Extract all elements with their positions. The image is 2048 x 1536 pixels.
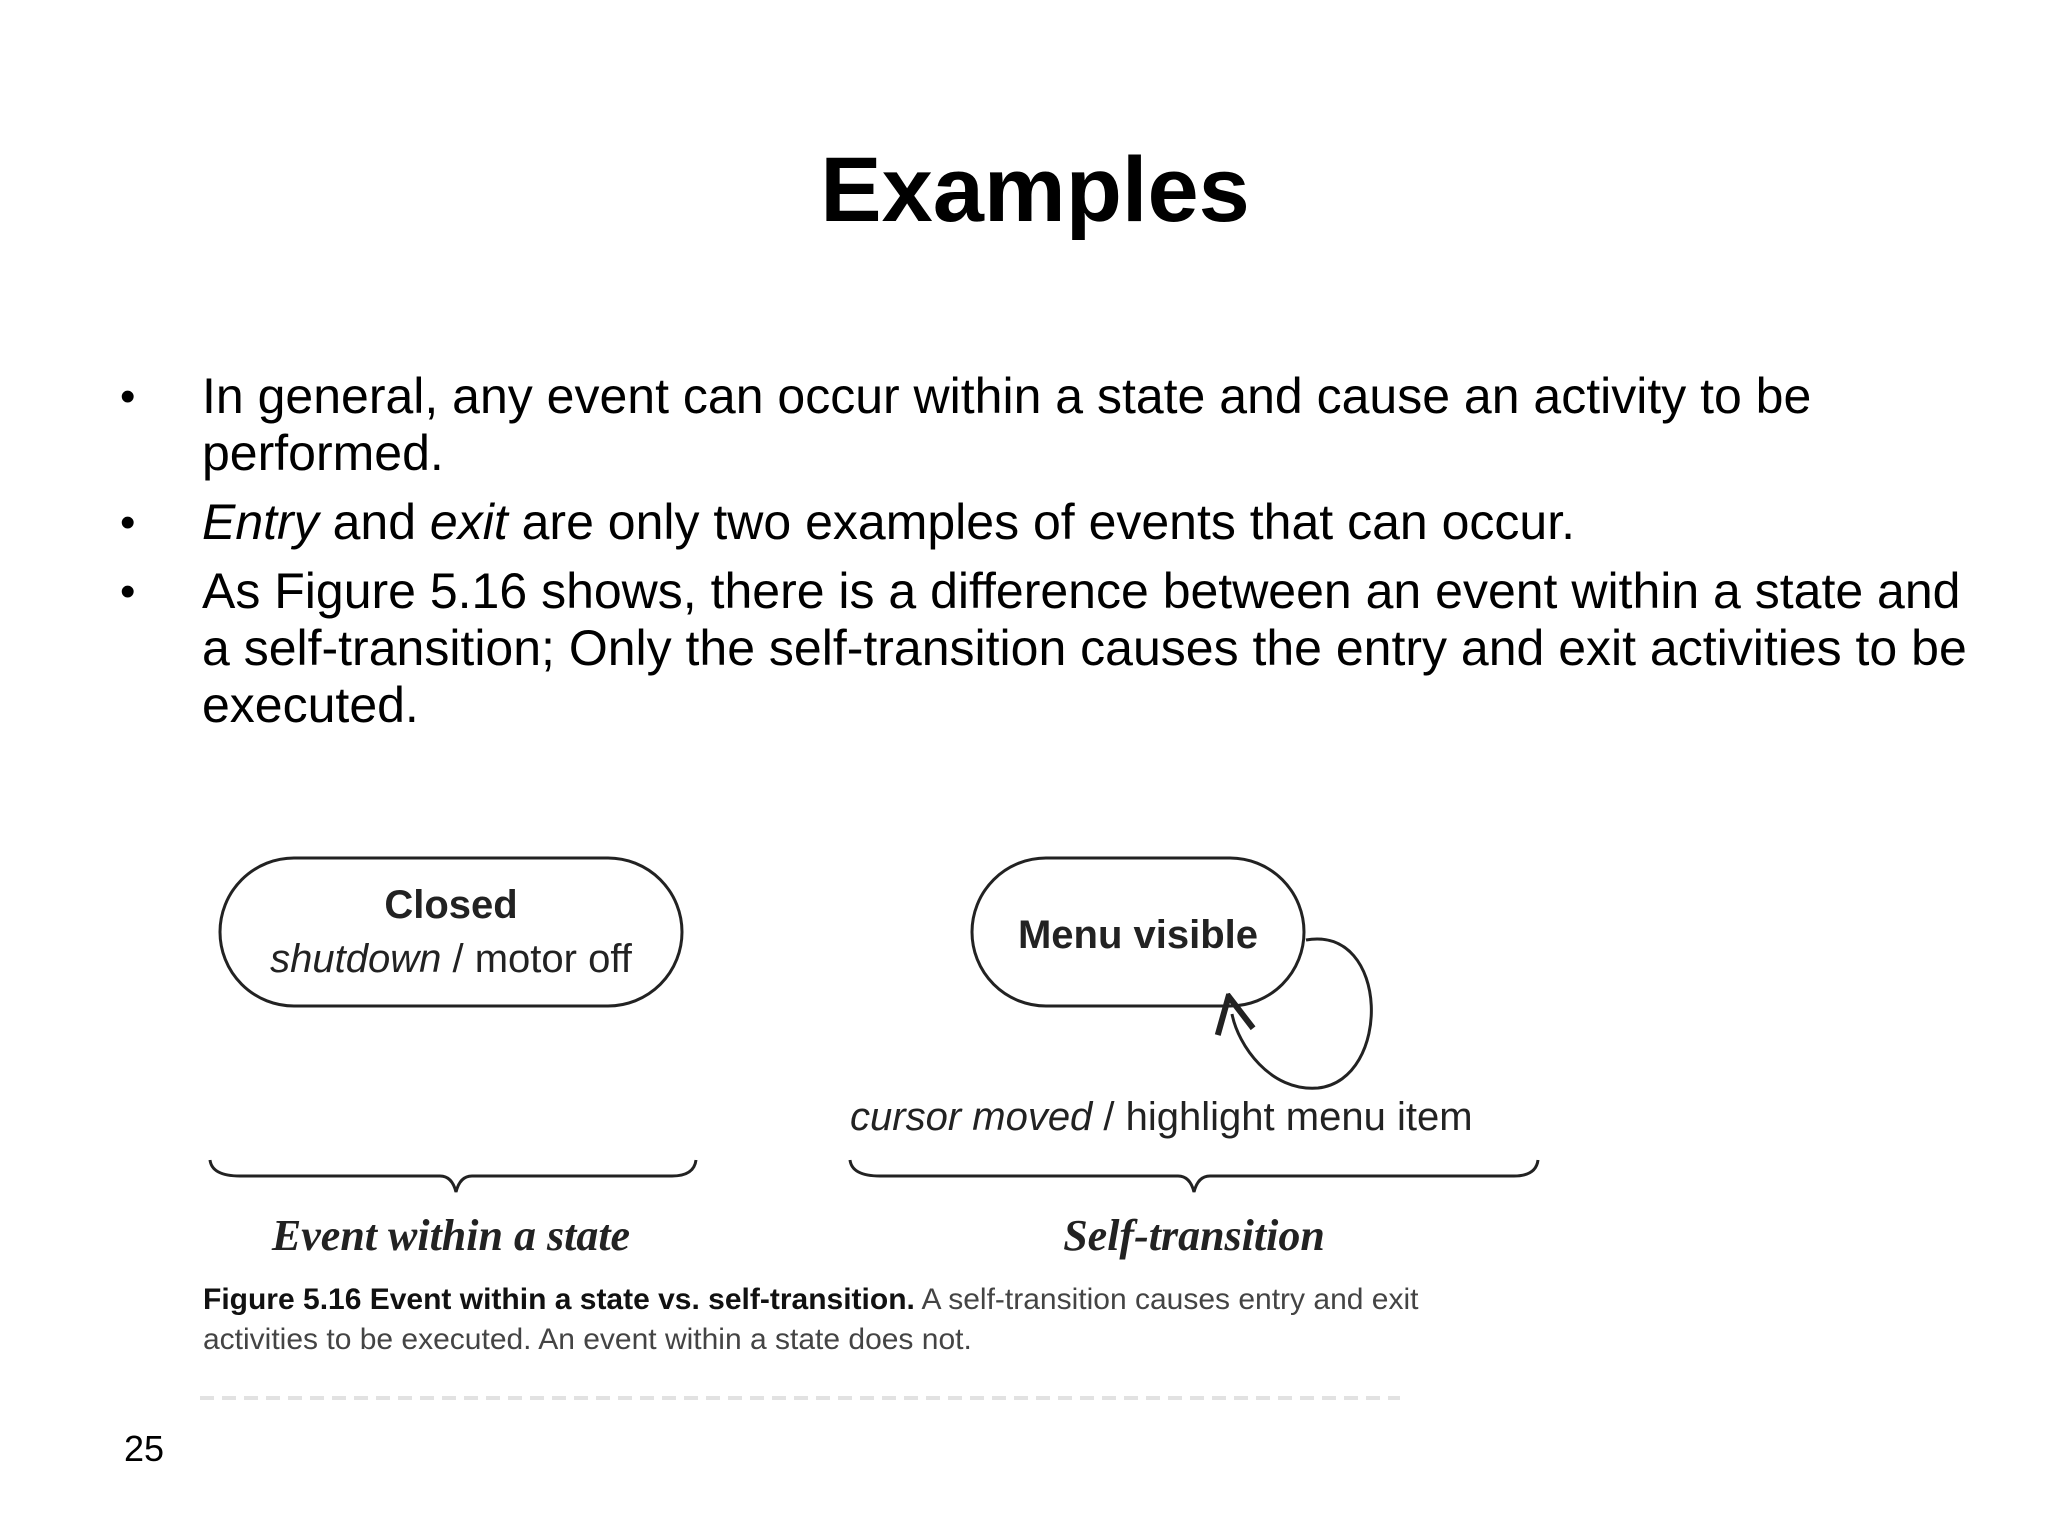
closed-internal-transition [270,937,633,981]
closed-separator: / [441,937,475,981]
figure-caption-text: A self-transition causes entry and exit activities to be executed. An event within a state does not. [203,1283,1419,1356]
bullet-dot-icon: • [120,372,136,421]
bullet-text: As Figure 5.16 shows, there is a difference between an event within a state and a self-transition; Only the self-transition causes the entry and exit activities to be executed. [202,563,1967,733]
closed-state-box [220,858,682,1006]
menu-visible-state-box [972,858,1304,1006]
left-brace [210,1160,696,1192]
bullet-item [120,368,2000,482]
bullet-text: In general, any event can occur within a state and cause an activity to be performed. [202,368,1812,481]
slide-title: Examples [820,139,1250,241]
self-transition-event: cursor moved [850,1095,1093,1139]
closed-action: motor off [474,937,632,981]
bullet-dot-icon: • [120,567,136,616]
closed-state-name: Closed [384,883,518,927]
bullet-list [120,368,2000,746]
bullet-item [120,563,2000,734]
figure-caption [203,1280,1503,1360]
self-transition-action: highlight menu item [1125,1095,1473,1139]
menu-visible-state-name: Menu visible [1017,913,1259,957]
left-brace-label: Event within a state [271,1211,631,1260]
bullet-item [120,494,2000,551]
bullet-text: are only two examples of events that can occur. [507,494,1575,550]
figure-caption-title: Figure 5.16 Event within a state vs. self-transition. [203,1283,915,1316]
cropped-source-line [200,1396,1400,1400]
page-number: 25 [124,1428,165,1469]
right-brace [850,1160,1538,1192]
self-transition-arrow [1232,939,1371,1088]
bullet-emphasis-exit: exit [429,494,508,550]
self-transition-label [850,1095,1473,1139]
bullet-text: and [318,494,430,550]
right-brace-label: Self-transition [1063,1211,1325,1260]
closed-event: shutdown [270,937,442,981]
self-transition-separator: / [1092,1095,1126,1139]
bullet-dot-icon: • [120,498,136,547]
bullet-emphasis-entry: Entry [202,494,319,550]
